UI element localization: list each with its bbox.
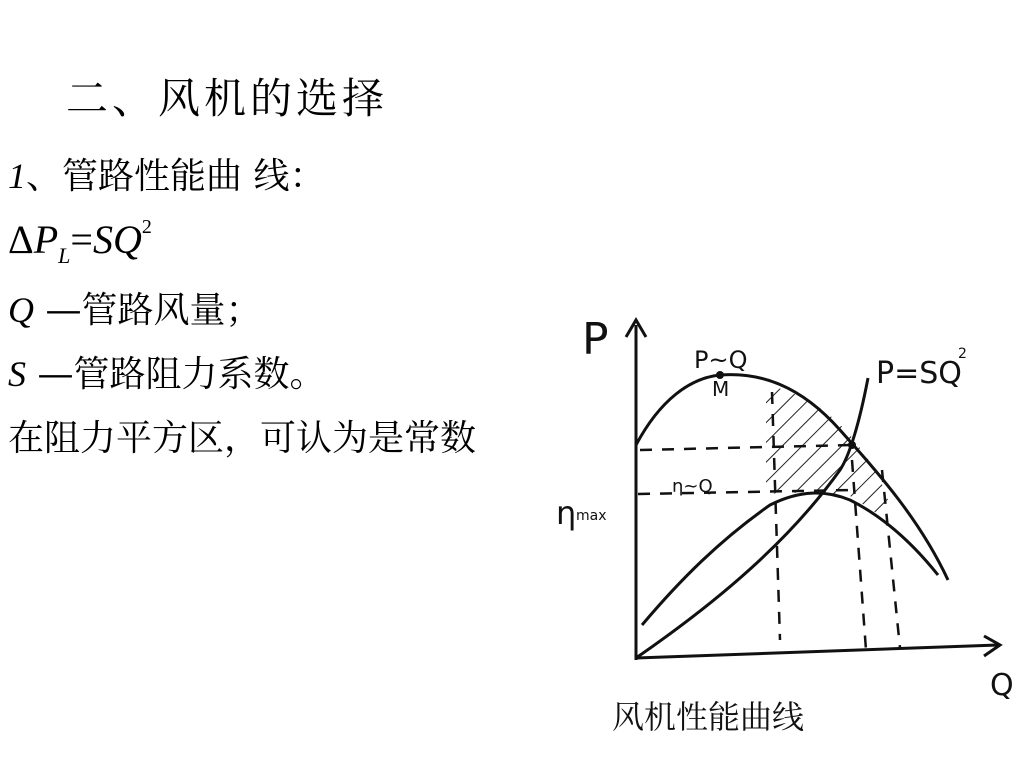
formula-p-subscript: L	[58, 243, 71, 268]
formula-equals: =	[70, 217, 93, 262]
eta-max-label: η	[556, 494, 577, 532]
item-text: 管路性能曲 线：	[62, 156, 326, 197]
formula-sq: SQ	[92, 217, 142, 262]
q-text: —管路风量；	[45, 290, 262, 331]
x-axis	[636, 636, 1000, 658]
operating-point-marker	[848, 441, 856, 449]
constant-note: 在阻力平方区，可认为是常数	[8, 418, 477, 459]
efficiency-curve	[642, 493, 938, 625]
eta-max-subscript: max	[576, 508, 607, 524]
system-curve-label: P=SQ	[876, 356, 962, 391]
formula-p: P	[33, 217, 59, 262]
efficiency-curve-label: η~Q	[672, 476, 713, 497]
x-axis-label: Q	[990, 668, 1014, 703]
item-separator: 、	[26, 156, 63, 197]
s-text: —管路阻力系数。	[37, 354, 326, 395]
system-curve-exponent: 2	[958, 346, 967, 362]
slide-title: 二、风机的选择	[66, 74, 389, 123]
y-axis-label: P	[582, 314, 609, 365]
item-number: 1	[8, 156, 26, 196]
formula-exponent: 2	[141, 216, 152, 238]
formula-delta: Δ	[8, 217, 34, 262]
pressure-curve-label: P~Q	[694, 346, 748, 374]
q-symbol: Q	[8, 290, 34, 330]
y-axis	[626, 320, 646, 660]
sketch-caption: 风机性能曲线	[612, 698, 805, 736]
s-symbol: S	[8, 354, 26, 394]
max-point-label: M	[712, 377, 730, 401]
